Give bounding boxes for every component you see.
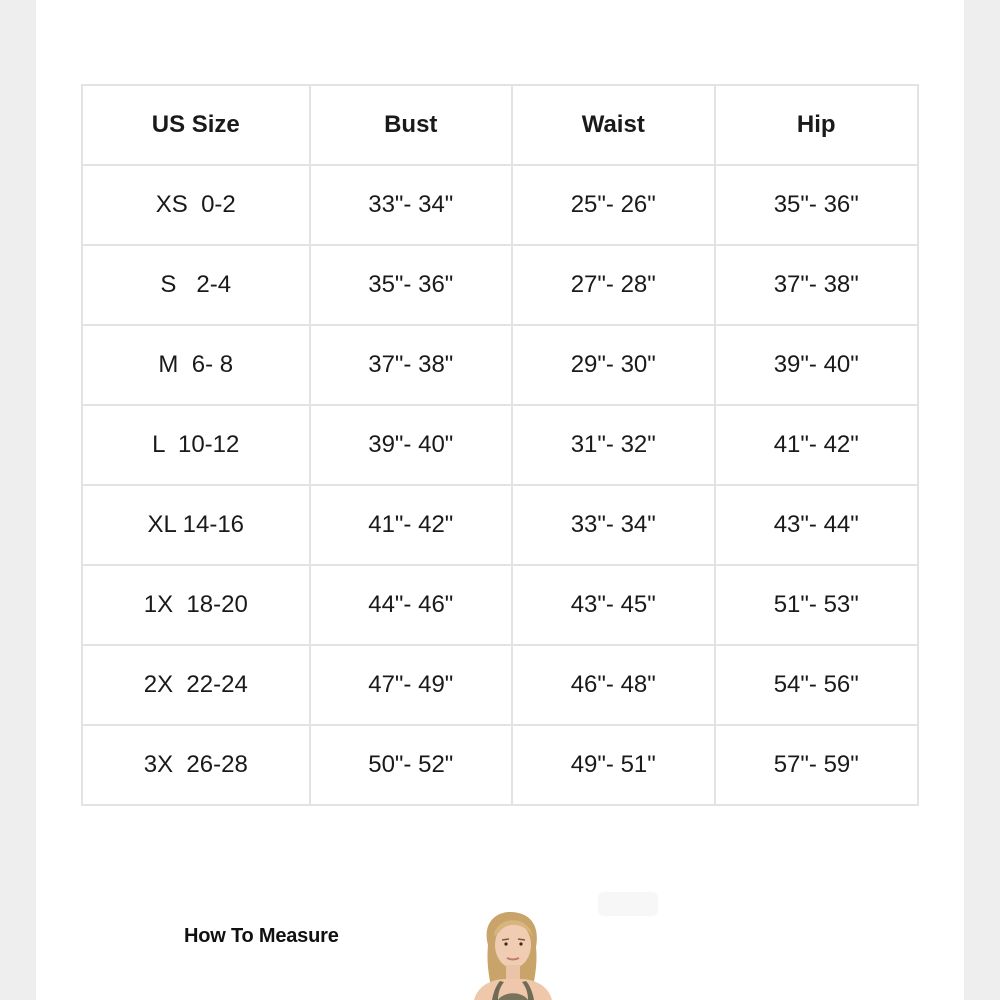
cell-hip: 39"- 40"	[715, 325, 919, 405]
cell-us-size: M 6- 8	[82, 325, 310, 405]
cell-bust: 35"- 36"	[310, 245, 512, 325]
header-waist: Waist	[512, 85, 714, 165]
cell-waist: 46"- 48"	[512, 645, 714, 725]
cell-hip: 43"- 44"	[715, 485, 919, 565]
table-row	[82, 405, 918, 485]
cell-us-size: XL 14-16	[82, 485, 310, 565]
cell-bust: 39"- 40"	[310, 405, 512, 485]
cell-waist: 33"- 34"	[512, 485, 714, 565]
table-row	[82, 725, 918, 805]
cell-us-size: S 2-4	[82, 245, 310, 325]
table-row	[82, 165, 918, 245]
cell-bust: 44"- 46"	[310, 565, 512, 645]
table-row	[82, 325, 918, 405]
cell-us-size: L 10-12	[82, 405, 310, 485]
cell-bust: 50"- 52"	[310, 725, 512, 805]
cell-us-size: 1X 18-20	[82, 565, 310, 645]
cell-waist: 27"- 28"	[512, 245, 714, 325]
table-row	[82, 245, 918, 325]
cell-hip: 35"- 36"	[715, 165, 919, 245]
cell-bust: 37"- 38"	[310, 325, 512, 405]
cell-hip: 54"- 56"	[715, 645, 919, 725]
cell-us-size: 2X 22-24	[82, 645, 310, 725]
size-chart-table	[81, 84, 919, 806]
cell-waist: 43"- 45"	[512, 565, 714, 645]
table-row	[82, 645, 918, 725]
cell-hip: 51"- 53"	[715, 565, 919, 645]
header-us-size: US Size	[82, 85, 310, 165]
model-photo	[436, 905, 586, 1000]
cell-us-size: XS 0-2	[82, 165, 310, 245]
cell-us-size: 3X 26-28	[82, 725, 310, 805]
cell-hip: 57"- 59"	[715, 725, 919, 805]
cell-waist: 49"- 51"	[512, 725, 714, 805]
cell-bust: 41"- 42"	[310, 485, 512, 565]
cell-waist: 25"- 26"	[512, 165, 714, 245]
table-row	[82, 565, 918, 645]
size-chart-card	[36, 0, 964, 1000]
cell-waist: 29"- 30"	[512, 325, 714, 405]
cell-waist: 31"- 32"	[512, 405, 714, 485]
table-row	[82, 485, 918, 565]
header-bust: Bust	[310, 85, 512, 165]
cell-bust: 33"- 34"	[310, 165, 512, 245]
cell-hip: 41"- 42"	[715, 405, 919, 485]
cell-bust: 47"- 49"	[310, 645, 512, 725]
faint-watermark-graphic	[596, 888, 666, 922]
cell-hip: 37"- 38"	[715, 245, 919, 325]
table-header-row	[82, 85, 918, 165]
how-to-measure-title: How To Measure	[184, 925, 339, 947]
header-hip: Hip	[715, 85, 919, 165]
